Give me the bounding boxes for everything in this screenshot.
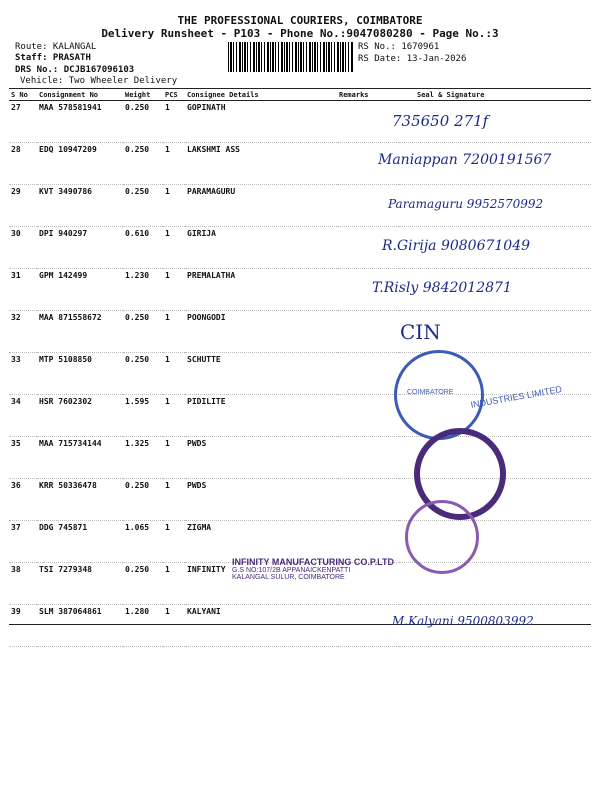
zigma-seal xyxy=(405,500,479,574)
schutte-seal-text: COIMBATORE xyxy=(407,389,454,396)
col-weight: Weight xyxy=(123,89,163,101)
cell-pcs: 1 xyxy=(163,479,185,521)
cell-pcs: 1 xyxy=(163,563,185,605)
cell-consignee: POONGODI xyxy=(185,311,337,353)
rs-number: RS No.: 1670961 xyxy=(358,42,440,52)
cell-sno: 37 xyxy=(9,521,37,563)
table-row xyxy=(9,353,591,395)
cell-consignee: LAKSHMI ASS xyxy=(185,143,337,185)
cell-weight: 0.250 xyxy=(123,101,163,143)
runsheet-subtitle: Delivery Runsheet - P103 - Phone No.:9047080280 - Page No.:3 xyxy=(101,27,499,40)
cell-weight: 0.250 xyxy=(123,353,163,395)
staff-label: Staff: PRASATH xyxy=(15,53,91,63)
cell-sno: 39 xyxy=(9,605,37,647)
cell-pcs: 1 xyxy=(163,227,185,269)
cell-pcs: 1 xyxy=(163,185,185,227)
cell-consignment: DPI 940297 xyxy=(37,227,123,269)
cell-pcs: 1 xyxy=(163,605,185,647)
company-title: THE PROFESSIONAL COURIERS, COIMBATORE xyxy=(177,14,423,27)
cell-remarks xyxy=(337,605,399,647)
cell-weight: 0.250 xyxy=(123,185,163,227)
vehicle-label: Vehicle: Two Wheeler Delivery xyxy=(20,76,178,86)
cell-consignment: SLM 387064861 xyxy=(37,605,123,647)
cell-consignment: MAA 715734144 xyxy=(37,437,123,479)
cell-consignment: KVT 3490786 xyxy=(37,185,123,227)
cell-consignment: KRR 50336478 xyxy=(37,479,123,521)
col-consignee: Consignee Details xyxy=(185,89,337,101)
cell-weight: 1.595 xyxy=(123,395,163,437)
col-pcs: PCS xyxy=(163,89,185,101)
col-consignment: Consignment No xyxy=(37,89,123,101)
cell-remarks xyxy=(337,353,399,395)
infinity-stamp-addr2: KALANGAL SULUR, COIMBATORE xyxy=(232,574,345,581)
cell-sno: 38 xyxy=(9,563,37,605)
cell-sno: 35 xyxy=(9,437,37,479)
cell-pcs: 1 xyxy=(163,311,185,353)
infinity-stamp-addr1: G.S NO:107/2B APPANAICKENPATTI xyxy=(232,567,351,574)
table-header-row xyxy=(9,89,591,101)
cell-weight: 1.280 xyxy=(123,605,163,647)
cell-remarks xyxy=(337,101,399,143)
signature-30: R.Girija 9080671049 xyxy=(382,238,531,254)
cell-consignee: INFINITY xyxy=(185,563,337,605)
cell-consignment: TSI 7279348 xyxy=(37,563,123,605)
table-row xyxy=(9,311,591,353)
col-seal: Seal & Signature xyxy=(399,89,591,101)
signature-31: T.Risly 9842012871 xyxy=(372,280,512,296)
col-sno: S No xyxy=(9,89,37,101)
cell-consignee: SCHUTTE xyxy=(185,353,337,395)
cell-sno: 29 xyxy=(9,185,37,227)
cell-consignee: GIRIJA xyxy=(185,227,337,269)
cell-sno: 34 xyxy=(9,395,37,437)
signature-39: M.Kalyani 9500803992 xyxy=(392,614,534,628)
cell-sno: 32 xyxy=(9,311,37,353)
cell-consignee: PWDS xyxy=(185,479,337,521)
cell-sno: 31 xyxy=(9,269,37,311)
col-remarks: Remarks xyxy=(337,89,399,101)
cell-sno: 30 xyxy=(9,227,37,269)
cell-sno: 33 xyxy=(9,353,37,395)
pidilite-stamp-text: INDUSTRIES LIMITED xyxy=(469,384,563,410)
cell-weight: 0.250 xyxy=(123,143,163,185)
cell-remarks xyxy=(337,311,399,353)
cell-remarks xyxy=(337,395,399,437)
cell-weight: 1.065 xyxy=(123,521,163,563)
cell-consignment: MAA 578581941 xyxy=(37,101,123,143)
cell-weight: 1.230 xyxy=(123,269,163,311)
cell-consignment: EDQ 10947209 xyxy=(37,143,123,185)
cell-consignee: PREMALATHA xyxy=(185,269,337,311)
cell-consignment: DDG 745871 xyxy=(37,521,123,563)
cell-pcs: 1 xyxy=(163,437,185,479)
infinity-stamp xyxy=(232,557,412,581)
cell-consignee: PIDILITE xyxy=(185,395,337,437)
cell-sno: 36 xyxy=(9,479,37,521)
cell-consignment: GPM 142499 xyxy=(37,269,123,311)
route-label: Route: KALANGAL xyxy=(15,42,97,52)
cell-weight: 0.250 xyxy=(123,311,163,353)
schutte-seal xyxy=(394,350,484,440)
cell-pcs: 1 xyxy=(163,143,185,185)
cell-pcs: 1 xyxy=(163,521,185,563)
barcode xyxy=(228,42,354,72)
infinity-stamp-name: INFINITY MANUFACTURING CO.P.LTD xyxy=(232,557,394,567)
cell-pcs: 1 xyxy=(163,395,185,437)
drs-number: DRS No.: DCJB167096103 xyxy=(15,65,135,75)
cell-pcs: 1 xyxy=(163,269,185,311)
cell-consignee: GOPINATH xyxy=(185,101,337,143)
cell-consignment: MTP 5108850 xyxy=(37,353,123,395)
cell-sno: 27 xyxy=(9,101,37,143)
cell-consignee: ZIGMA xyxy=(185,521,337,563)
cell-pcs: 1 xyxy=(163,101,185,143)
cell-consignment: HSR 7602302 xyxy=(37,395,123,437)
signature-28: Maniappan 7200191567 xyxy=(378,152,552,168)
cell-remarks xyxy=(337,479,399,521)
signature-32: CIN xyxy=(400,320,441,344)
cell-consignee: KALYANI xyxy=(185,605,337,647)
cell-consignee: PARAMAGURU xyxy=(185,185,337,227)
cell-weight: 1.325 xyxy=(123,437,163,479)
signature-27: 735650 271f xyxy=(392,112,489,130)
cell-weight: 0.250 xyxy=(123,563,163,605)
cell-weight: 0.250 xyxy=(123,479,163,521)
cell-pcs: 1 xyxy=(163,353,185,395)
cell-consignment: MAA 871558672 xyxy=(37,311,123,353)
rs-date: RS Date: 13-Jan-2026 xyxy=(358,54,467,64)
table-row xyxy=(9,101,591,143)
cell-consignee: PWDS xyxy=(185,437,337,479)
cell-remarks xyxy=(337,437,399,479)
signature-29: Paramaguru 9952570992 xyxy=(388,197,544,211)
cell-sno: 28 xyxy=(9,143,37,185)
cell-weight: 0.610 xyxy=(123,227,163,269)
